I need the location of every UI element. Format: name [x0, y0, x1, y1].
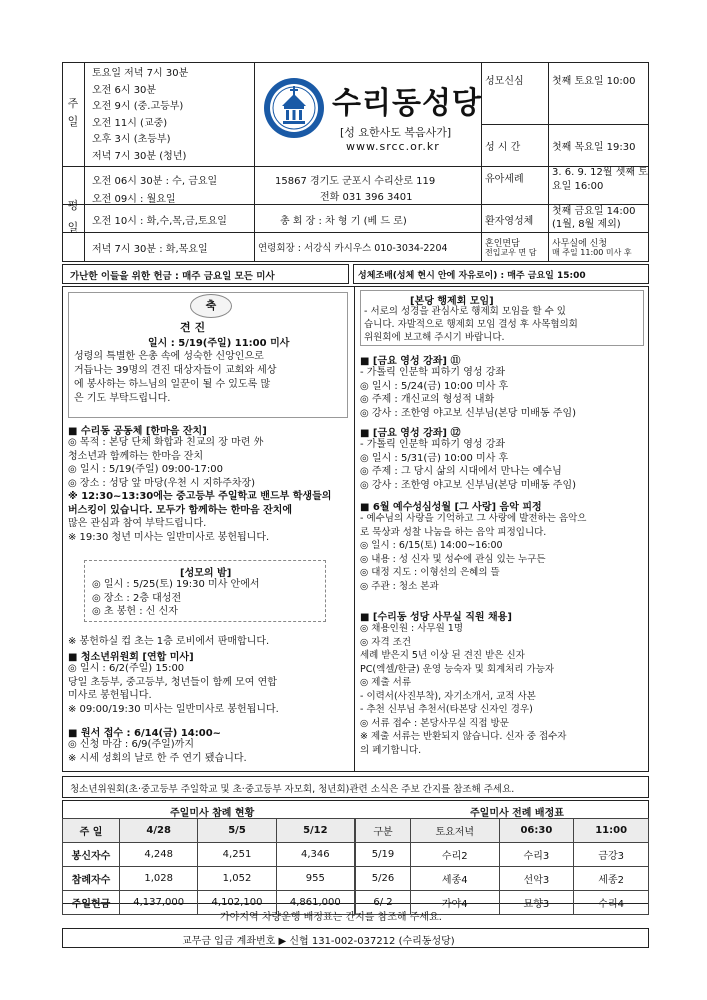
hiring-details: ◎ 채용인원 : 사무원 1명 ◎ 자격 조건 세례 받은지 5년 이상 된 견진 받은 신자 PC(엑셀/한글) 운영 능숙자 및 회계처리 가능자 ◎ 제출 서류 - 이력서(사진부착), 자기소개서, 교적 사본 - 추천 신부님 추천서(타본당 신자인 경우) ◎ 서류 접수 : 본당사무실 직접 방문 ※ 제출 서류는 반환되지 않습니다. 신자 중 접수자 의 페기합니다. [360, 623, 567, 756]
vehicle-note: 가야지역 차량운행 배정표는 간지를 참조해 주세요. [220, 912, 442, 923]
confirmation-date: 일시 : 5/19(주일) 11:00 미사 [148, 338, 290, 349]
table-cell: 세종2 [574, 867, 649, 891]
lecture2-details: - 가톨릭 인문학 피하기 영성 강좌 ◎ 일시 : 5/31(금) 10:00 미사 후 ◎ 주제 : 그 당시 삶의 시대에서 만나는 예수님 ◎ 강사 : 조한영 야고보 신부님(본당 미배동 주임) [360, 439, 577, 491]
schedule-label: 혼인면담 [485, 239, 520, 249]
church-website: www.srcc.or.kr [346, 140, 440, 153]
schedule-label: 유아세례 [485, 174, 524, 185]
table-cell: 묘향3 [499, 891, 574, 915]
schedule-value: 사무실에 신청 [552, 239, 608, 249]
church-subtitle: [성 요한사도 복음사가] [340, 126, 452, 139]
table-cell: 봉신자수 [63, 843, 120, 867]
table-cell: 수리4 [574, 891, 649, 915]
application-details: ◎ 신청 마감 : 6/9(주일)까지 ※ 시세 성회의 날로 한 주 연기 됐습니다. [68, 739, 247, 764]
schedule-value: 첫째 목요일 19:30 [552, 142, 636, 153]
table-row [63, 819, 355, 843]
duty-table [355, 818, 649, 915]
table-cell: 1,028 [120, 867, 198, 891]
mass-line: 오전 9시 (중.고등부) [92, 101, 184, 112]
weekday-mass-line: 오전 06시 30분 : 수, 금요일 [92, 176, 218, 187]
table-cell: 주일헌금 [63, 891, 120, 915]
table-cell: 4,861,000 [276, 891, 354, 915]
festival-details: ◎ 목적 : 본당 단체 화합과 친교의 장 마련 外 청소년과 함께하는 한마음 잔치 ◎ 일시 : 5/19(주일) 09:00-17:00 ◎ 장소 : 성당 앞 마당(우천 시 지하주차장) ※ 12:30~13:30에는 중고등부 주일학교 밴드부 학생들의 버스킹이 있습니다. 모두가 함께하는 한마음 잔치에 많은 관심과 참여 부탁드립니다. ※ 19:30 청년 미사는 일반미사로 봉헌됩니다. [68, 437, 332, 543]
mass-line: 오후 3시 (초등부) [92, 134, 171, 145]
mass-line: 토요일 저녁 7시 30분 [92, 68, 189, 79]
table-header: 5/5 [198, 819, 276, 843]
schedule-value: 3. 6. 9. 12월 셋째 토요일 16:00 [552, 167, 648, 192]
table-header: 구분 [356, 819, 411, 843]
table-cell: 5/19 [356, 843, 411, 867]
rosary-note: ※ 봉헌하실 컵 초는 1층 로비에서 판매합니다. [68, 636, 270, 647]
table-row [356, 819, 649, 843]
table-cell: 금강3 [574, 843, 649, 867]
table-row [63, 867, 355, 891]
table-cell: 955 [276, 867, 354, 891]
table-header: 토요저녁 [411, 819, 500, 843]
schedule-label: 성모신심 [485, 76, 524, 87]
rosary-title: [성모의 밤] [180, 568, 232, 579]
table-cell: 4,102,100 [198, 891, 276, 915]
schedule-label: 성 시 간 [485, 142, 521, 153]
offering-banner-text: 가난한 이들을 위한 헌금 : 매주 금요일 모든 미사 [70, 271, 275, 282]
lecture1-heading: ■ [금요 영성 강좌] ⑪ [360, 356, 461, 367]
hiring-heading: ■ [수리동 성당 사무실 직원 채용] [360, 612, 512, 623]
mass-line: 오전 6시 30분 [92, 84, 157, 96]
table-cell: 4,248 [120, 843, 198, 867]
table-cell: 5/26 [356, 867, 411, 891]
table-header: 06:30 [499, 819, 574, 843]
rosary-details: ◎ 일시 : 5/25(토) 19:30 미사 안에서 ◎ 장소 : 2층 대성전 ◎ 초 봉헌 : 신 신자 [92, 579, 260, 617]
church-logo [262, 76, 326, 140]
youth-heading: ■ 청소년위원회 [연합 미사] [68, 652, 194, 663]
youth-details: ◎ 일시 : 6/2(주일) 15:00 당일 초등부, 중고등부, 청년들이 함께 모여 연합 미사로 봉헌됩니다. ※ 09:00/19:30 미사는 일반미사로 봉헌됩니다. [68, 663, 279, 715]
schedule-value: 첫째 금요일 14:00 (1월, 8월 제외) [552, 206, 636, 230]
church-name: 수리동성당 [332, 86, 482, 121]
table-cell: 수리3 [499, 843, 574, 867]
church-phone: 전화 031 396 3401 [320, 192, 413, 203]
concert-heading: ■ 6월 예수성심성월 [그 사랑] 음악 피정 [360, 502, 542, 513]
confirmation-text: 성령의 특별한 은총 속에 성숙한 신앙인으로 거듭나는 39명의 견진 대상자들이 교회와 세상 에 봉사하는 하느님의 일꾼이 될 수 있도록 많 은 기도 부탁드립니다. [74, 351, 277, 404]
sunday-label: 주일 [67, 97, 79, 128]
application-heading: ■ 원서 접수 : 6/14(금) 14:00~ [68, 728, 222, 739]
table-cell: 세종4 [411, 867, 500, 891]
table-row [356, 867, 649, 891]
funeral-committee: 연령회장 : 서강식 카시우스 010-3034-2204 [258, 243, 448, 254]
table-cell: 1,052 [198, 867, 276, 891]
sunday-masses [92, 66, 188, 165]
table-row [63, 843, 355, 867]
table-header: 주 일 [63, 819, 120, 843]
table-cell: 가야4 [411, 891, 500, 915]
table-cell: 수리2 [411, 843, 500, 867]
adoration-banner-text: 성체조배(성체 현시 안에 자유로이) : 매주 금요일 15:00 [358, 271, 586, 281]
fellowship-title: [본당 행제회 모임] [410, 296, 494, 307]
weekday-label: 평일 [67, 199, 79, 234]
lecture2-heading: ■ [금요 영성 강좌] ⑫ [360, 428, 461, 439]
duty-title: 주일미사 전례 배정표 [470, 808, 564, 819]
mass-line: 오전 11시 (교중) [92, 117, 168, 129]
schedule-value: 매 주일 11:00 미사 후 [552, 248, 632, 257]
youth-notice-text: 청소년위원회(초·중고등부 주일학교 및 초·중고등부 자모회, 청년회)관련 소식은 주보 간지를 참조해 주세요. [70, 784, 515, 795]
fellowship-text: - 서로의 성경을 관심사로 행제회 모임을 할 수 있 습니다. 자발적으로 행제회 모임 결성 후 사목협의회 위원회에 보고해 주시기 바랍니다. [364, 306, 578, 343]
confirmation-title: 견 진 [180, 321, 206, 334]
church-address: 15867 경기도 군포시 수리산로 119 [275, 176, 436, 187]
schedule-value: 첫째 토요일 10:00 [552, 76, 636, 87]
table-header: 4/28 [120, 819, 198, 843]
mass-line: 저녁 7시 30분 (청년) [92, 150, 187, 162]
table-cell: 선악3 [499, 867, 574, 891]
congrats-badge: 축 [190, 294, 232, 318]
table-header: 11:00 [574, 819, 649, 843]
festival-heading: ■ 수리동 공동체 [한마음 잔치] [68, 426, 207, 437]
weekday-mass-line: 오전 10시 : 화,수,목,금,토요일 [92, 216, 227, 227]
attendance-title: 주일미사 참례 현황 [170, 808, 255, 819]
table-cell: 참례자수 [63, 867, 120, 891]
table-cell: 4,137,000 [120, 891, 198, 915]
weekday-mass-line: 오전 09시 : 월요일 [92, 194, 176, 205]
schedule-label: 전입교우 면 담 [485, 248, 537, 257]
concert-details: - 예수님의 사랑을 기억하고 그 사랑에 발전하는 음악으 로 묵상과 성찰 나눔을 하는 음악 피정입니다. ◎ 일시 : 6/15(토) 14:00~16:00 ◎ 내용 : 성 신자 및 성수에 관심 있는 누구든 ◎ 대정 지도 : 이형선의 은혜의 뜰 ◎ 주관 : 청소 본과 [360, 513, 587, 592]
table-cell: 4,251 [198, 843, 276, 867]
schedule-label: 환자영성체 [485, 216, 534, 227]
attendance-table [62, 818, 355, 915]
table-cell: 4,346 [276, 843, 354, 867]
table-row [356, 843, 649, 867]
bank-account: 교무금 입금 계좌번호 ▶ 신협 131-002-037212 (수리동성당) [182, 936, 455, 947]
lecture1-details: - 가톨릭 인문학 피하기 영성 강좌 ◎ 일시 : 5/24(금) 10:00 미사 후 ◎ 주제 : 개신교의 형성적 내화 ◎ 강사 : 조한영 야고보 신부님(본당 미배동 주임) [360, 367, 577, 419]
weekday-mass-line: 저녁 7시 30분 : 화,목요일 [92, 244, 208, 255]
table-header: 5/12 [276, 819, 354, 843]
council-president: 총 회 장 : 차 형 기 (베 드 로) [280, 216, 407, 227]
table-cell: 6/ 2 [356, 891, 411, 915]
